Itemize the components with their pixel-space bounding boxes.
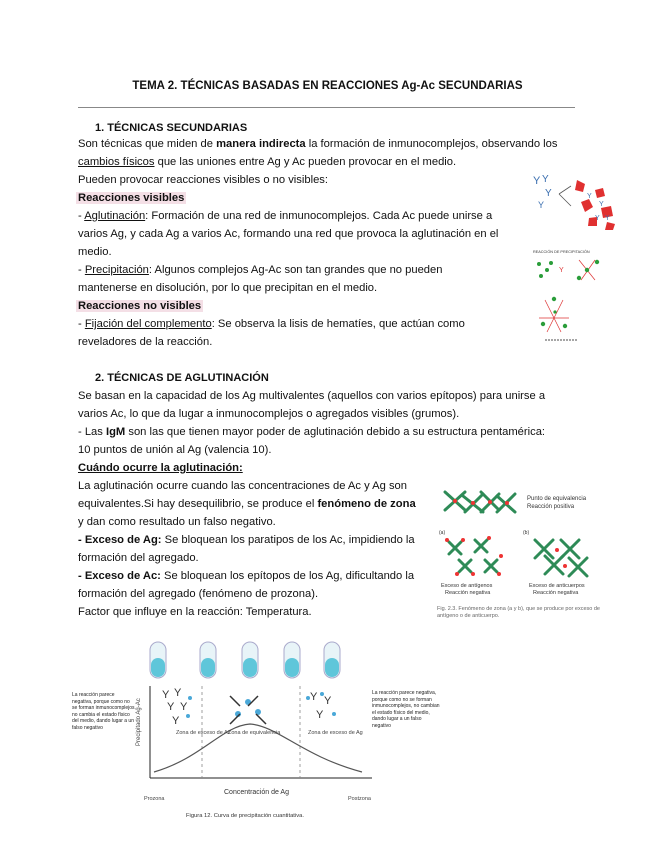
complement-line-2: reveladores de la reacción. [78, 336, 213, 348]
postzona-label: Postzona [348, 796, 371, 802]
excess-antigen-network [449, 540, 497, 572]
svg-text:Y: Y [167, 701, 175, 713]
positive-reaction-label: Reacción positiva [527, 504, 575, 510]
excess-ac-line-2: formación del agregado (fenómeno de prozona). [78, 588, 319, 600]
s2-line-4: 10 puntos de unión al Ag (valencia 10). [78, 444, 272, 456]
svg-text:Y: Y [599, 201, 604, 208]
non-visible-reactions-label: Reacciones no visibles [78, 300, 202, 312]
y-axis-label: Precipitado Ag-Ac [136, 698, 142, 746]
excess-ag-line-1: - Exceso de Ag: Se bloquean los paratipos de los Ac, impidiendo la [78, 534, 415, 546]
figure-2-3-zone-phenomenon [435, 482, 612, 604]
excess-ac-line-1: - Exceso de Ac: Se bloquean los epítopos de los Ag, dificultando la [78, 570, 415, 582]
equivalence-point-label: Punto de equivalencia [527, 496, 587, 502]
test-tubes [150, 642, 340, 678]
section-1-heading: 1. TÉCNICAS SECUNDARIAS [95, 122, 248, 134]
excess-antibody-label: Exceso de anticuerpos [529, 583, 585, 589]
complement-line-1: - Fijación del complemento: Se observa la lisis de hematíes, que actúan como [78, 318, 465, 330]
svg-text:Y: Y [310, 691, 318, 703]
agglutination-line-3: medio. [78, 246, 112, 258]
title-divider [78, 107, 575, 108]
svg-text:Y: Y [533, 175, 541, 187]
svg-text:Y: Y [162, 689, 170, 701]
svg-text:Y: Y [605, 215, 610, 222]
excess-ag-line-2: formación del agregado. [78, 552, 199, 564]
s1-paragraph-line-3: Pueden provocar reacciones visibles o no visibles: [78, 174, 328, 186]
svg-text:Y: Y [180, 701, 188, 713]
s2-line-3: - Las IgM son las que tienen mayor poder de aglutinación debido a su estructura pentamérica: [78, 426, 546, 438]
svg-text:Y: Y [174, 687, 182, 699]
zone-excess-ac: Zona de exceso de Ac [176, 730, 231, 736]
s1-paragraph-line-1: Son técnicas que miden de manera indirecta la formación de inmunocomplejos, observando los [78, 138, 558, 150]
precipitation-line-1: - Precipitación: Algunos complejos Ag-Ac son tan grandes que no pueden [78, 264, 443, 276]
svg-text:Y: Y [316, 709, 324, 721]
excess-antigen-label: Exceso de antígenos [441, 583, 493, 589]
svg-text:Y: Y [559, 267, 564, 274]
negative-reaction-label-2: Reacción negativa [533, 590, 579, 596]
svg-text:Y: Y [587, 193, 592, 200]
zone-line-1: La aglutinación ocurre cuando las concentraciones de Ac y Ag son [78, 480, 408, 492]
reaction-illustrations [525, 172, 620, 344]
s2-line-1: Se basan en la capacidad de los Ag multivalentes (aquellos con varios epítopos) para unirse a [78, 390, 546, 402]
precipitation-label: REACCIÓN DE PRECIPITACIÓN [533, 250, 590, 254]
figure-12-caption: Figura 12. Curva de precipitación cuantitativa. [186, 813, 304, 819]
panel-a-label: (a) [439, 530, 446, 536]
prozona-label: Prozona [144, 796, 165, 802]
panel-b-label: (b) [523, 530, 530, 536]
agglutination-line-2: varios Ag, y cada Ag a varios Ac, formando una red que provoca la aglutinación en el [78, 228, 499, 240]
when-agglutination-heading: Cuándo ocurre la aglutinación: [78, 462, 243, 474]
zone-line-3: y dan como resultado un falso negativo. [78, 516, 276, 528]
x-axis-label: Concentración de Ag [224, 789, 289, 796]
section-2-heading: 2. TÉCNICAS DE AGLUTINACIÓN [95, 372, 269, 384]
zone-equivalence: Zona de equivalencia [228, 730, 281, 736]
svg-text:Y: Y [542, 174, 549, 185]
svg-text:Y: Y [172, 715, 180, 727]
svg-text:Y: Y [324, 695, 332, 707]
svg-text:Y: Y [545, 188, 552, 199]
zone-excess-ag: Zona de exceso de Ag [308, 730, 363, 736]
figure-12-right-note: La reacción parece negativa, porque como no se forman inmunocomplejos, no cambian el estado físico del medio, dando lugar a un falso negativo [372, 690, 440, 729]
agglutination-illustration [533, 174, 615, 230]
precipitation-line-2: mantenerse en disolución, por lo que precipitan en el medio. [78, 282, 378, 294]
figure-12-left-note: La reacción parece negativa, porque como no se forman inmunocomplejos, no cambia el estado físico del medio, dando lugar a un falso negativo [72, 692, 136, 731]
s1-paragraph-line-2: cambios físicos que las uniones entre Ag y Ac pueden provocar en el medio. [78, 156, 457, 168]
excess-antibody-network [535, 540, 587, 576]
zone-line-2: equivalentes.Si hay desequilibrio, se produce el fenómeno de zona [78, 498, 416, 510]
s2-line-2: varios Ac, lo que da lugar a inmunocomplejos o agregados visibles (grumos). [78, 408, 460, 420]
page-title: TEMA 2. TÉCNICAS BASADAS EN REACCIONES Ag-Ac SECUNDARIAS [132, 80, 523, 92]
svg-text:Y: Y [595, 215, 600, 222]
precipitation-illustration [533, 249, 599, 280]
visible-reactions-label: Reacciones visibles [78, 192, 185, 204]
figure-2-3-caption: Fig. 2.3. Fenómeno de zona (a y b), que se produce por exceso de antígeno o de anticuerpo. [437, 606, 600, 619]
negative-reaction-label-1: Reacción negativa [445, 590, 491, 596]
complement-illustration [539, 297, 577, 340]
factor-line: Factor que influye en la reacción: Temperatura. [78, 606, 312, 618]
svg-text:Y: Y [538, 200, 545, 210]
agglutination-line-1: - Aglutinación: Formación de una red de inmunocomplejos. Cada Ac puede unirse a [78, 210, 493, 222]
